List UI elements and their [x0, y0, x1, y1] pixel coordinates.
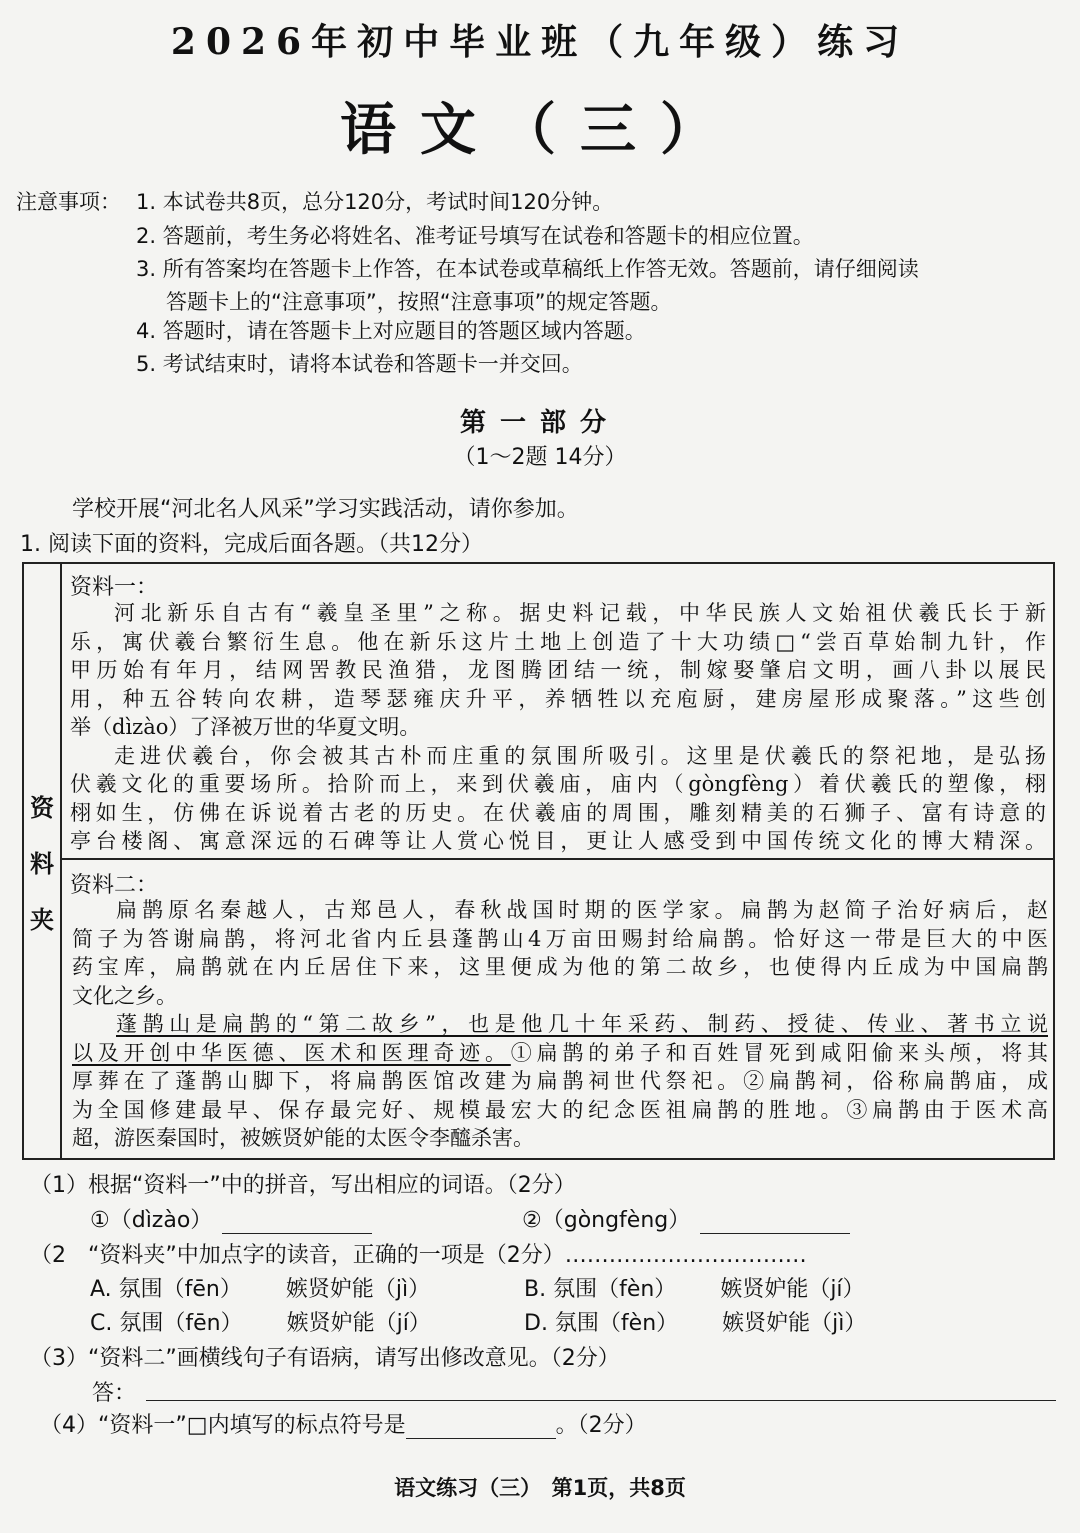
- text-line: 甲历始有年月，结网罟教民渔猎，龙图腾团结一统，制嫁娶肇启文明，画八卦以展民: [70, 658, 1046, 682]
- notice-item: 3. 所有答案均在答题卡上作答，在本试卷或草稿纸上作答无效。答题前，请仔细阅读: [136, 257, 919, 281]
- part-title: 第一部分: [459, 408, 620, 438]
- material-2-heading: 资料二：: [70, 873, 159, 898]
- text-line: 超，游医秦国时，被嫉贤妒能的太医令李醯杀害。: [72, 1126, 534, 1150]
- underlined-sentence: 以及开创中华医德、医术和医理奇迹。: [72, 1040, 511, 1065]
- answer-line[interactable]: [146, 1400, 1056, 1401]
- material-folder-label: 资 料 夹: [30, 794, 54, 934]
- part-subtitle: （1～2题 14分）: [453, 445, 627, 470]
- subquestion-4: （4）“资料一”□内填写的标点符号是 。（2分）: [40, 1413, 647, 1438]
- subject-title: 语文（三）: [340, 97, 740, 163]
- text-line: 厚葬在了蓬鹊山脚下，将扁鹊医馆改建为扁鹊祠世代祭祀。②扁鹊祠，俗称扁鹊庙，成: [72, 1069, 1048, 1093]
- subquestion-3-stem: （3）“资料二”画横线句子有语病，请写出修改意见。（2分）: [30, 1346, 620, 1371]
- option-c[interactable]: C. 氛围（fēn） 嫉贤妒能（jí）: [90, 1311, 431, 1336]
- text-line: 为全国修建最早、保存最完好、规模最宏大的纪念医祖扁鹊的胜地。③扁鹊由于医术高: [72, 1097, 1048, 1122]
- subquestion-1-a: ①（dìzào）: [90, 1203, 372, 1234]
- underlined-sentence: 蓬鹊山是扁鹊的“第二故乡”，也是他几十年采药、制药、授徒、传业、著书立说: [116, 1012, 1048, 1036]
- option-b[interactable]: B. 氛围（fèn） 嫉贤妒能（jí）: [524, 1277, 865, 1302]
- subquestion-3-answer-label: 答：: [92, 1381, 137, 1406]
- notice-label: 注意事项：: [16, 190, 121, 214]
- text-line: ①扁鹊的弟子和百姓冒死到咸阳偷来头颅，将其: [510, 1040, 1049, 1065]
- material-1-heading: 资料一：: [70, 575, 159, 600]
- text-line: 栩如生，仿佛在诉说着古老的历史。在伏羲庙的周围，雕刻精美的石狮子、富有诗意的: [70, 800, 1046, 825]
- text-line: 河北新乐自古有“羲皇圣里”之称。据史料记载，中华民族人文始祖伏羲氏长于新: [114, 601, 1046, 625]
- text-line: 亭台楼阁、寓意深远的石碑等让人赏心悦目，更让人感受到中国传统文化的博大精深。: [70, 829, 1046, 853]
- question-1-stem: 1. 阅读下面的资料，完成后面各题。（共12分）: [20, 532, 483, 557]
- notice-item: 2. 答题前，考生务必将姓名、准考证号填写在试卷和答题卡的相应位置。: [136, 224, 814, 248]
- notice-item: 5. 考试结束时，请将本试卷和答题卡一并交回。: [136, 352, 583, 376]
- text-line: 乐，寓伏羲台繁衍生息。他在新乐这片土地上创造了十大功绩□“尝百草始制九针，作: [70, 629, 1046, 654]
- answer-blank[interactable]: [222, 1233, 372, 1234]
- notice-item: 答题卡上的“注意事项”，按照“注意事项”的规定答题。: [166, 290, 672, 314]
- option-a[interactable]: A. 氛围（fēn） 嫉贤妒能（jì）: [90, 1277, 431, 1302]
- text-line: 伏羲文化的重要场所。拾阶而上，来到伏羲庙，庙内（gòngfèng）着伏羲氏的塑像，栩: [70, 772, 1046, 796]
- subquestion-1-b: ②（gòngfèng）: [522, 1203, 850, 1234]
- text-line: 文化之乡。: [72, 983, 177, 1008]
- answer-blank[interactable]: [700, 1233, 850, 1234]
- subquestion-2-stem: （2 “资料夹”中加点字的读音，正确的一项是（2分）……………………………: [30, 1243, 807, 1268]
- text-line: 扁鹊原名秦越人，古郑邑人，春秋战国时期的医学家。扁鹊为赵简子治好病后，赵: [116, 898, 1048, 922]
- material-divider: [62, 858, 1055, 860]
- activity-intro: 学校开展“河北名人风采”学习实践活动，请你参加。: [72, 497, 579, 522]
- exam-title: 2026年初中毕业班（九年级）练习: [170, 21, 910, 63]
- notice-item: 4. 答题时，请在答题卡上对应题目的答题区域内答题。: [136, 319, 646, 343]
- notice-item: 1. 本试卷共8页，总分120分，考试时间120分钟。: [136, 190, 614, 214]
- option-d[interactable]: D. 氛围（fèn） 嫉贤妒能（jì）: [524, 1311, 867, 1336]
- text-line: 走进伏羲台，你会被其古朴而庄重的氛围所吸引。这里是伏羲氏的祭祀地，是弘扬: [114, 743, 1046, 768]
- material-2-text: [72, 896, 1048, 1153]
- material-1-text: [70, 599, 1046, 856]
- text-line: 用，种五谷转向农耕，造琴瑟雍庆升平，养牺牲以充庖厨，建房屋形成聚落。”这些创: [70, 686, 1046, 711]
- text-line: 举（dìzào）了泽被万世的华夏文明。: [70, 715, 421, 739]
- text-line: 简子为答谢扁鹊，将河北省内丘县蓬鹊山4万亩田赐封给扁鹊。恰好这一带是巨大的中医: [72, 926, 1048, 951]
- answer-blank[interactable]: [406, 1438, 556, 1439]
- text-line: 药宝库，扁鹊就在内丘居住下来，这里便成为他的第二故乡，也使得内丘成为中国扁鹊: [72, 955, 1048, 979]
- subquestion-1-stem: （1）根据“资料一”中的拼音，写出相应的词语。（2分）: [30, 1173, 576, 1198]
- page-footer: 语文练习（三） 第1页，共8页: [394, 1476, 686, 1500]
